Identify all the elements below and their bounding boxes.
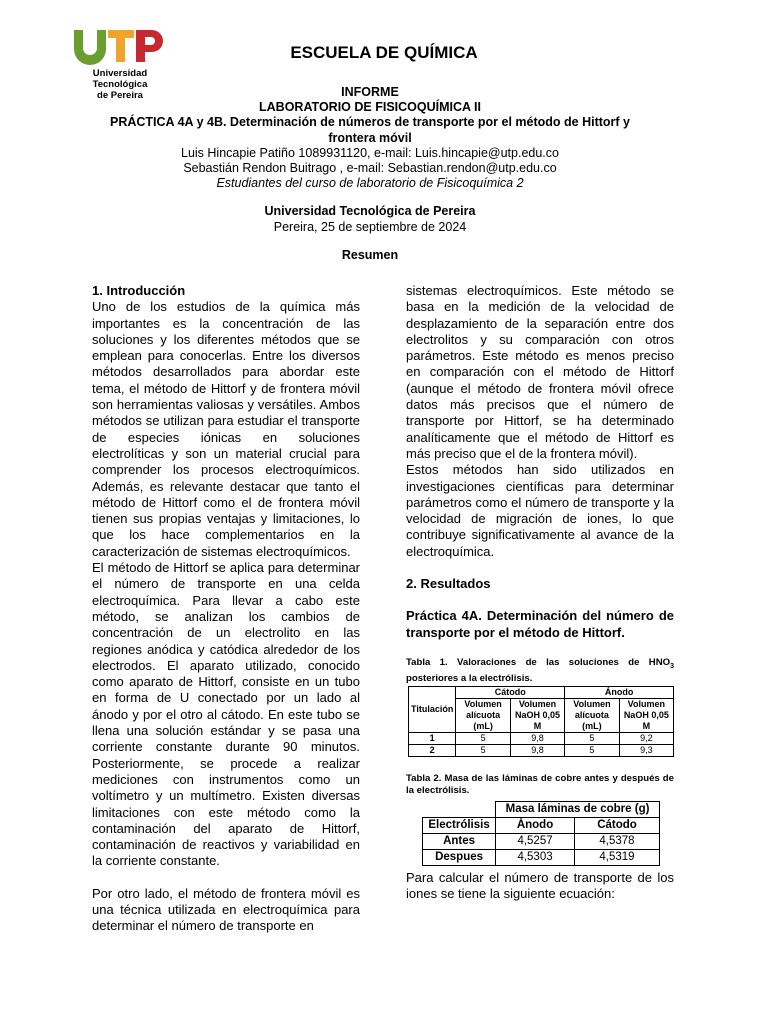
school-title: ESCUELA DE QUÍMICA bbox=[290, 43, 478, 62]
table1-header-anodo: Ánodo bbox=[565, 686, 674, 698]
lab-title: LABORATORIO DE FISICOQUÍMICA II bbox=[259, 100, 481, 115]
university-name: Universidad Tecnológica de Pereira bbox=[264, 204, 476, 219]
intro-heading: 1. Introducción bbox=[92, 283, 186, 298]
table-cell: 2 bbox=[409, 744, 456, 756]
practice-title-line2: frontera móvil bbox=[328, 130, 412, 145]
author-1: Luis Hincapie Patiño 1089931120, e-mail: Luis.hincapie@utp.edu.co bbox=[181, 145, 559, 160]
intro-paragraph-2: El método de Hittorf se aplica para determinar el número de transporte en una celda electroquímica. Para llevar a cabo este método, se analizan los cambios de concentración de un electrolito en las regiones anódica y catódica alrededor de los electrodos. El aparato utilizado, conocido como aparato de Hittorf, consiste en un tubo en forma de U conectado por un lado al ánodo y por el otro al cátodo. En este tubo se llena una solución estándar y se pasa una corriente constante durante 90 minutos. Posteriormente, se procede a realizar mediciones con instrumentos como un voltímetro y un multímetro. Existen diversas limitaciones con este método como la contaminación del aparato de Hittorf, contaminación de reactivos y variabilidad en la corriente constante. bbox=[92, 560, 360, 869]
logo-text-line1: Universidad Tecnológica bbox=[92, 68, 148, 90]
table-cell: 5 bbox=[456, 732, 511, 744]
informe-label: INFORME bbox=[341, 85, 399, 99]
table-cell: 4,5303 bbox=[496, 849, 575, 865]
table2-empty-corner bbox=[423, 801, 496, 817]
table-cell: Antes bbox=[423, 833, 496, 849]
table2-header-catodo: Cátodo bbox=[574, 817, 659, 833]
table-cell: 5 bbox=[565, 744, 620, 756]
table-row bbox=[409, 744, 674, 756]
results-paragraph: Para calcular el número de transporte de los iones se tiene la siguiente ecuación: bbox=[406, 869, 674, 902]
table1-header-titulacion: Titulación bbox=[409, 686, 456, 732]
table1-header-an-naoh: Volumen NaOH 0,05 M bbox=[619, 698, 673, 732]
abstract-heading: Resumen bbox=[341, 247, 399, 262]
table2-caption: Tabla 2. Masa de las láminas de cobre antes y después de la electrólisis. bbox=[406, 772, 674, 796]
table2-header-anodo: Ánodo bbox=[496, 817, 575, 833]
table-row bbox=[409, 732, 674, 744]
table-cell: 9,3 bbox=[619, 744, 673, 756]
right-column bbox=[406, 283, 674, 902]
table2-header-electrolisis: Electrólisis bbox=[423, 817, 496, 833]
table-row bbox=[423, 833, 660, 849]
intro-paragraph-continued: sistemas electroquímicos. Este método se basa en la medición de la velocidad de desplazamiento de la separación entre dos electrolitos y su comparación con otros parámetros. Este método es menos preciso en comparación con el método de Hittorf (aunque el método de frontera móvil ofrece datos más precisos que el número de transporte por Hittorf, se ha determinado analíticamente que el método de Hittorf es más preciso que el de la frontera móvil). bbox=[406, 283, 674, 461]
intro-paragraph-1: Uno de los estudios de la química más importantes es la concentración de las soluciones y los diferentes métodos que se emplean para conocerlas. Entre los diversos métodos desarrollados para abordar este tema, el método de Hittorf y de frontera móvil son herramientas valiosas y versátiles. Ambos métodos se utilizan para estudiar el transporte de especies iónicas en soluciones electrolíticas y son un material crucial para comprender los procesos electroquímicos. Además, es relevante destacar que tanto el método de Hittorf como el de frontera móvil tienen sus propias ventajas y limitaciones, lo que los hace complementarios en la caracterización de sistemas electroquímicos. bbox=[92, 299, 360, 559]
table-row bbox=[423, 849, 660, 865]
table-cell: 9,2 bbox=[619, 732, 673, 744]
table-cell: 9,8 bbox=[510, 744, 564, 756]
table1-header-cat-vol: Volumen alícuota (mL) bbox=[456, 698, 511, 732]
table-cell: 4,5257 bbox=[496, 833, 575, 849]
students-note: Estudiantes del curso de laboratorio de Fisicoquímica 2 bbox=[216, 176, 524, 191]
table-cell: 5 bbox=[456, 744, 511, 756]
practice-4a-heading: Práctica 4A. Determinación del número de transporte por el método de Hittorf. bbox=[406, 608, 674, 640]
table2-header-super: Masa láminas de cobre (g) bbox=[496, 801, 660, 817]
left-column bbox=[92, 283, 360, 935]
table1-caption bbox=[406, 657, 674, 685]
table-cell: 4,5319 bbox=[574, 849, 659, 865]
table1-header-cat-naoh: Volumen NaOH 0,05 M bbox=[510, 698, 564, 732]
table-cell: 9,8 bbox=[510, 732, 564, 744]
table1-header-an-vol: Volumen alícuota (mL) bbox=[565, 698, 620, 732]
intro-paragraph-3: Por otro lado, el método de frontera móvil es una técnica utilizada en electroquímica para determinar el número de transporte en bbox=[92, 885, 360, 934]
table-cell: 1 bbox=[409, 732, 456, 744]
practice-title-line1: PRÁCTICA 4A y 4B. Determinación de números de transporte por el método de Hittorf y bbox=[110, 115, 630, 130]
results-heading: 2. Resultados bbox=[406, 576, 491, 592]
intro-paragraph-4: Estos métodos han sido utilizados en investigaciones científicas para determinar parámetros como el número de transporte y la velocidad de migración de iones, lo que contribuye significativamente al avance de la electroquímica. bbox=[406, 462, 674, 559]
author-2: Sebastián Rendon Buitrago , e-mail: Sebastian.rendon@utp.edu.co bbox=[183, 161, 557, 176]
table2-copper-mass bbox=[422, 801, 660, 866]
table1-header-catodo: Cátodo bbox=[456, 686, 565, 698]
report-header bbox=[110, 85, 630, 263]
table1-caption-subscript: 3 bbox=[670, 662, 674, 670]
table1-caption-end: posteriores a la electrólisis. bbox=[406, 672, 533, 684]
table1-caption-main: Tabla 1. Valoraciones de las soluciones de HNO bbox=[406, 656, 671, 668]
table1-titrations bbox=[408, 686, 674, 757]
logo-text-line2: de Pereira bbox=[97, 90, 143, 101]
table-cell: 4,5378 bbox=[574, 833, 659, 849]
report-date: Pereira, 25 de septiembre de 2024 bbox=[273, 219, 467, 234]
table-cell: 5 bbox=[565, 732, 620, 744]
table-cell: Despues bbox=[423, 849, 496, 865]
